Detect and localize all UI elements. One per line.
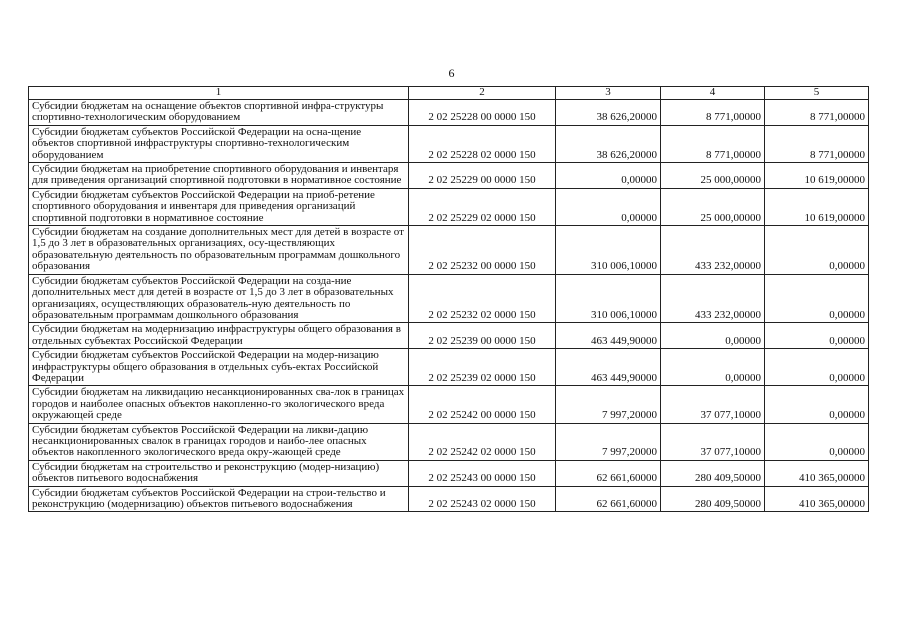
amount-col-5-cell: 8 771,00000 [765, 100, 869, 126]
table-row [29, 460, 869, 486]
amount-col-3-cell: 463 449,90000 [556, 323, 661, 349]
header-col-3: 3 [556, 87, 661, 100]
amount-col-5-cell: 0,00000 [765, 423, 869, 460]
amount-col-5-cell: 0,00000 [765, 386, 869, 423]
subsidy-name-cell: Субсидии бюджетам субъектов Российской Федерации на созда-ние дополнительных мест для детей в возрасте от 1,5 до 3 лет в образовательных организациях, осуществляющих образователь-ную деятельность по образовательным программам дошкольного образования [29, 274, 409, 323]
amount-col-5-cell: 0,00000 [765, 349, 869, 386]
table-row [29, 125, 869, 162]
amount-col-3-cell: 0,00000 [556, 188, 661, 225]
table-row [29, 323, 869, 349]
amount-col-4-cell: 280 409,50000 [661, 486, 765, 512]
budget-code-cell: 2 02 25232 02 0000 150 [409, 274, 556, 323]
amount-col-3-cell: 7 997,20000 [556, 423, 661, 460]
amount-col-4-cell: 25 000,00000 [661, 188, 765, 225]
budget-code-cell: 2 02 25232 00 0000 150 [409, 226, 556, 275]
table-row [29, 163, 869, 189]
table-row [29, 349, 869, 386]
table-row [29, 226, 869, 275]
amount-col-3-cell: 62 661,60000 [556, 486, 661, 512]
amount-col-4-cell: 433 232,00000 [661, 226, 765, 275]
amount-col-5-cell: 0,00000 [765, 226, 869, 275]
table-row [29, 386, 869, 423]
budget-code-cell: 2 02 25239 02 0000 150 [409, 349, 556, 386]
budget-subsidies-table [28, 86, 869, 512]
header-row [29, 87, 869, 100]
amount-col-4-cell: 8 771,00000 [661, 125, 765, 162]
page-number: 6 [448, 66, 455, 80]
budget-code-cell: 2 02 25228 00 0000 150 [409, 100, 556, 126]
amount-col-3-cell: 310 006,10000 [556, 274, 661, 323]
amount-col-4-cell: 8 771,00000 [661, 100, 765, 126]
table-header [29, 87, 869, 100]
amount-col-4-cell: 433 232,00000 [661, 274, 765, 323]
header-col-4: 4 [661, 87, 765, 100]
budget-code-cell: 2 02 25229 02 0000 150 [409, 188, 556, 225]
subsidy-name-cell: Субсидии бюджетам на ликвидацию несанкционированных сва-лок в границах городов и наиболее опасных объектов накопленно-го экологического вреда окружающей среде [29, 386, 409, 423]
header-col-1: 1 [29, 87, 409, 100]
amount-col-3-cell: 38 626,20000 [556, 100, 661, 126]
header-col-2: 2 [409, 87, 556, 100]
amount-col-4-cell: 25 000,00000 [661, 163, 765, 189]
amount-col-4-cell: 0,00000 [661, 323, 765, 349]
header-col-5: 5 [765, 87, 869, 100]
budget-code-cell: 2 02 25229 00 0000 150 [409, 163, 556, 189]
amount-col-3-cell: 310 006,10000 [556, 226, 661, 275]
amount-col-5-cell: 10 619,00000 [765, 163, 869, 189]
amount-col-3-cell: 62 661,60000 [556, 460, 661, 486]
amount-col-5-cell: 10 619,00000 [765, 188, 869, 225]
subsidy-name-cell: Субсидии бюджетам субъектов Российской Федерации на строи-тельство и реконструкцию (модернизацию) объектов питьевого водоснабжения [29, 486, 409, 512]
subsidy-name-cell: Субсидии бюджетам на приобретение спортивного оборудования и инвентаря для приведения организаций спортивной подготовки в нормативное состояние [29, 163, 409, 189]
table-row [29, 423, 869, 460]
table-body [29, 100, 869, 512]
amount-col-4-cell: 280 409,50000 [661, 460, 765, 486]
subsidy-name-cell: Субсидии бюджетам на создание дополнительных мест для детей в возрасте от 1,5 до 3 лет в образовательных организациях, осу-ществляющих образовательную деятельность по образовательным программам дошкольного образования [29, 226, 409, 275]
amount-col-5-cell: 410 365,00000 [765, 486, 869, 512]
budget-code-cell: 2 02 25242 02 0000 150 [409, 423, 556, 460]
budget-code-cell: 2 02 25239 00 0000 150 [409, 323, 556, 349]
amount-col-5-cell: 0,00000 [765, 323, 869, 349]
budget-code-cell: 2 02 25242 00 0000 150 [409, 386, 556, 423]
budget-code-cell: 2 02 25243 02 0000 150 [409, 486, 556, 512]
subsidy-name-cell: Субсидии бюджетам на модернизацию инфраструктуры общего образования в отдельных субъектах Российской Федерации [29, 323, 409, 349]
subsidy-name-cell: Субсидии бюджетам субъектов Российской Федерации на приоб-ретение спортивного оборудования и инвентаря для приведения организаций спортивной подготовки в нормативное состояние [29, 188, 409, 225]
subsidy-name-cell: Субсидии бюджетам субъектов Российской Федерации на ликви-дацию несанкционированных свалок в границах городов и наибо-лее опасных объектов накопленного экологического вреда окру-жающей среде [29, 423, 409, 460]
amount-col-4-cell: 37 077,10000 [661, 386, 765, 423]
subsidy-name-cell: Субсидии бюджетам на строительство и реконструкцию (модер-низацию) объектов питьевого водоснабжения [29, 460, 409, 486]
amount-col-3-cell: 0,00000 [556, 163, 661, 189]
subsidy-name-cell: Субсидии бюджетам субъектов Российской Федерации на осна-щение объектов спортивной инфраструктуры спортивно-технологическим оборудованием [29, 125, 409, 162]
table-row [29, 486, 869, 512]
amount-col-4-cell: 37 077,10000 [661, 423, 765, 460]
table-row [29, 274, 869, 323]
budget-code-cell: 2 02 25228 02 0000 150 [409, 125, 556, 162]
amount-col-3-cell: 7 997,20000 [556, 386, 661, 423]
table-row [29, 100, 869, 126]
subsidy-name-cell: Субсидии бюджетам субъектов Российской Федерации на модер-низацию инфраструктуры общего образования в отдельных субъ-ектах Российской Федерации [29, 349, 409, 386]
budget-code-cell: 2 02 25243 00 0000 150 [409, 460, 556, 486]
amount-col-3-cell: 38 626,20000 [556, 125, 661, 162]
amount-col-3-cell: 463 449,90000 [556, 349, 661, 386]
amount-col-5-cell: 8 771,00000 [765, 125, 869, 162]
table-row [29, 188, 869, 225]
subsidy-name-cell: Субсидии бюджетам на оснащение объектов спортивной инфра-структуры спортивно-технологическим оборудованием [29, 100, 409, 126]
amount-col-4-cell: 0,00000 [661, 349, 765, 386]
amount-col-5-cell: 410 365,00000 [765, 460, 869, 486]
amount-col-5-cell: 0,00000 [765, 274, 869, 323]
